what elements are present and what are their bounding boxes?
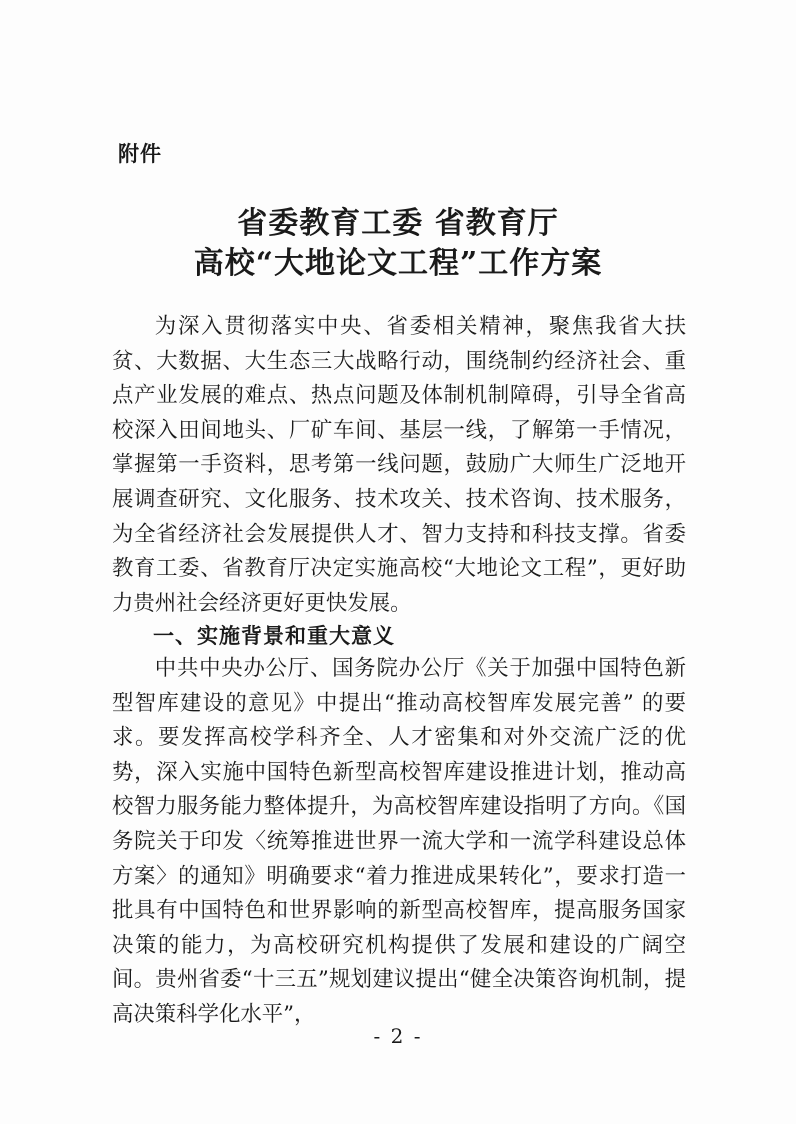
document-title-line-2: 高校“大地论文工程”工作方案 bbox=[193, 246, 603, 281]
document-title-line-1: 省委教育工委 省教育厅 bbox=[237, 206, 559, 241]
section-heading-background: 一、实施背景和重大意义 bbox=[153, 624, 395, 648]
page-number: - 2 - bbox=[373, 1024, 423, 1048]
body-paragraph-background: 中共中央办公厅、国务院办公厅《关于加强中国特色新型智库建设的意见》中提出“推动高校智库发展完善” 的要求。要发挥高校学科齐全、人才密集和对外交流广泛的优势，深入实施中国特色新型高校智库建设推进计划，推动高校智力服务能力整体提升，为高校智库建设指明了方向。《国务院关于印发〈统筹推进世界一流大学和一流学科建设总体方案〉的通知》明确要求“着力推进成果转化”，要求打造一批具有中国特色和世界影响的新型高校智库，提高服务国家决策的能力，为高校研究机构提供了发展和建设的广阔空间。贵州省委“十三五”规划建议提出“健全决策咨询机制，提高决策科学化水平”， bbox=[112, 656, 686, 1027]
attachment-label: 附件 bbox=[118, 142, 162, 166]
body-paragraph-intro: 为深入贯彻落实中央、省委相关精神，聚焦我省大扶贫、大数据、大生态三大战略行动，围绕制约经济社会、重点产业发展的难点、热点问题及体制机制障碍，引导全省高校深入田间地头、厂矿车间、基层一线，了解第一手情况，掌握第一手资料，思考第一线问题，鼓励广大师生广泛地开展调查研究、文化服务、技术攻关、技术咨询、技术服务，为全省经济社会发展提供人才、智力支持和科技支撑。省委教育工委、省教育厅决定实施高校“大地论文工程”，更好助力贵州社会经济更好更快发展。 bbox=[112, 314, 686, 616]
